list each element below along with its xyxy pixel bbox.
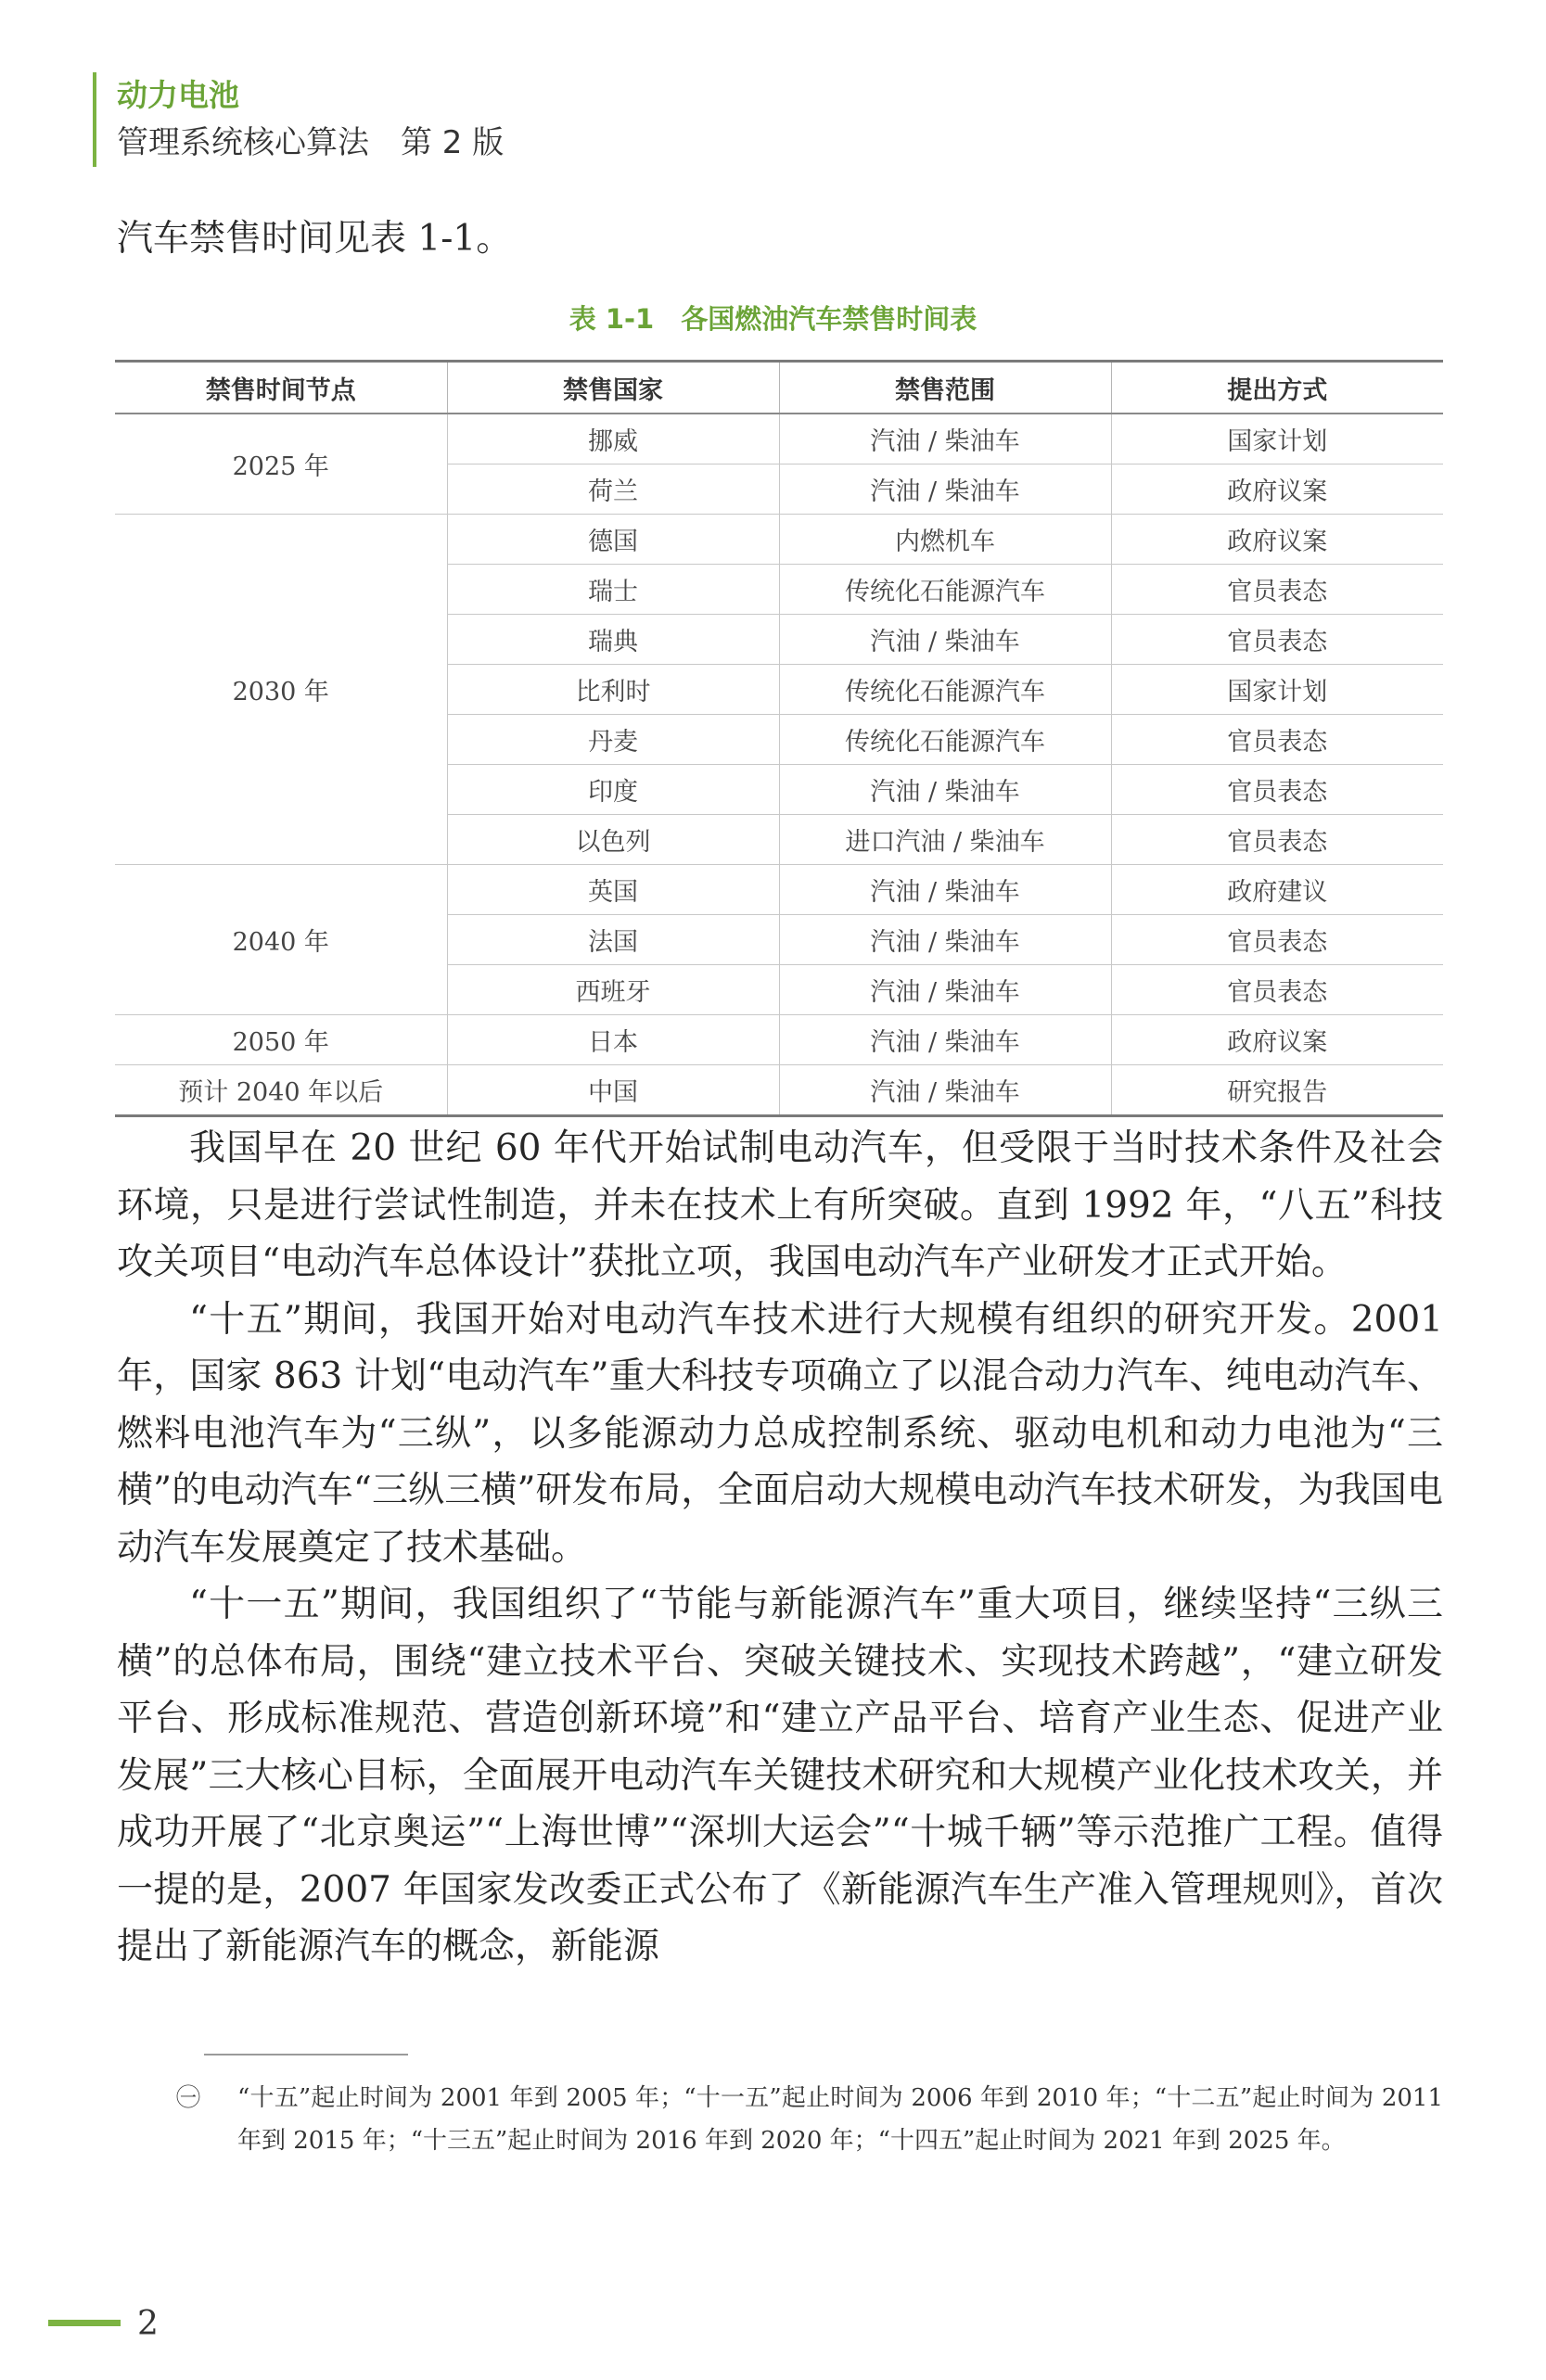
footnote <box>176 2077 1443 2162</box>
body-text <box>117 1120 1443 1976</box>
cell-method: 政府议案 <box>1111 465 1443 515</box>
cell-scope: 传统化石能源汽车 <box>779 715 1111 765</box>
footnote-rule <box>204 2054 408 2055</box>
cell-country: 瑞典 <box>447 615 779 665</box>
page-number-bar <box>48 2320 121 2326</box>
cell-method: 官员表态 <box>1111 965 1443 1015</box>
cell-country: 印度 <box>447 765 779 815</box>
cell-scope: 汽油 / 柴油车 <box>779 965 1111 1015</box>
cell-method: 官员表态 <box>1111 815 1443 865</box>
cell-country: 以色列 <box>447 815 779 865</box>
cell-method: 政府议案 <box>1111 1015 1443 1065</box>
cell-country: 德国 <box>447 515 779 565</box>
column-header: 禁售范围 <box>779 362 1111 414</box>
book-subtitle: 管理系统核心算法 第 2 版 <box>117 124 505 161</box>
cell-method: 国家计划 <box>1111 665 1443 715</box>
cell-country: 荷兰 <box>447 465 779 515</box>
cell-method: 官员表态 <box>1111 765 1443 815</box>
cell-country: 中国 <box>447 1065 779 1116</box>
cell-scope: 汽油 / 柴油车 <box>779 1065 1111 1116</box>
cell-time-node: 2040 年 <box>115 865 447 1015</box>
cell-method: 国家计划 <box>1111 414 1443 465</box>
cell-scope: 汽油 / 柴油车 <box>779 865 1111 915</box>
cell-country: 瑞士 <box>447 565 779 615</box>
cell-time-node: 预计 2040 年以后 <box>115 1065 447 1116</box>
cell-scope: 汽油 / 柴油车 <box>779 414 1111 465</box>
cell-scope: 内燃机车 <box>779 515 1111 565</box>
cell-country: 丹麦 <box>447 715 779 765</box>
page-number: 2 <box>137 2305 159 2343</box>
cell-method: 官员表态 <box>1111 715 1443 765</box>
column-header: 提出方式 <box>1111 362 1443 414</box>
table-row <box>115 1015 1443 1065</box>
paragraph: “十五”期间，我国开始对电动汽车技术进行大规模有组织的研究开发。2001 年，国家 863 计划“电动汽车”重大科技专项确立了以混合动力汽车、纯电动汽车、燃料电池汽车为“三纵”，以多能源动力总成控制系统、驱动电机和动力电池为“三横”的电动汽车“三纵三横”研发布局，全面启动大规模电动汽车技术研发，为我国电动汽车发展奠定了技术基础。 <box>117 1298 1443 1569</box>
cell-country: 比利时 <box>447 665 779 715</box>
table-header-row <box>115 362 1443 414</box>
running-header <box>93 72 504 167</box>
table-row <box>115 515 1443 565</box>
cell-method: 政府建议 <box>1111 865 1443 915</box>
cell-country: 英国 <box>447 865 779 915</box>
cell-country: 法国 <box>447 915 779 965</box>
paragraph: “十一五”期间，我国组织了“节能与新能源汽车”重大项目，继续坚持“三纵三横”的总体布局，围绕“建立技术平台、突破关键技术、实现技术跨越”，“建立研发平台、形成标准规范、营造创新环境”和“建立产品平台、培育产业生态、促进产业发展”三大核心目标，全面展开电动汽车关键技术研究和大规模产业化技术攻关，并成功开展了“北京奥运”“上海世博”“深圳大运会”“十城千辆”等示范推广工程。值得一提的是，2007 年国家发改委正式公布了《新能源汽车生产准入管理规则》，首次提出了新能源汽车的概念，新能源 <box>117 1584 1443 1967</box>
footnote-text: “十五”起止时间为 2001 年到 2005 年；“十一五”起止时间为 2006 年到 2010 年；“十二五”起止时间为 2011 年到 2015 年；“十三五”起止时间为 2016 年到 2020 年；“十四五”起止时间为 2021 年到 2025 年。 <box>237 2084 1443 2155</box>
cell-scope: 汽油 / 柴油车 <box>779 1015 1111 1065</box>
cell-scope: 汽油 / 柴油车 <box>779 615 1111 665</box>
cell-scope: 汽油 / 柴油车 <box>779 915 1111 965</box>
cell-country: 日本 <box>447 1015 779 1065</box>
table-row <box>115 414 1443 465</box>
table-row <box>115 865 1443 915</box>
footnote-mark: ㊀ <box>176 2084 201 2112</box>
table-row <box>115 1065 1443 1116</box>
ban-table <box>115 360 1443 1117</box>
table-caption: 表 1-1 各国燃油汽车禁售时间表 <box>569 303 977 335</box>
cell-scope: 汽油 / 柴油车 <box>779 765 1111 815</box>
cell-country: 西班牙 <box>447 965 779 1015</box>
cell-method: 政府议案 <box>1111 515 1443 565</box>
cell-time-node: 2025 年 <box>115 414 447 515</box>
intro-line: 汽车禁售时间见表 1-1。 <box>117 218 513 260</box>
column-header: 禁售国家 <box>447 362 779 414</box>
column-header: 禁售时间节点 <box>115 362 447 414</box>
cell-country: 挪威 <box>447 414 779 465</box>
paragraph: 我国早在 20 世纪 60 年代开始试制电动汽车，但受限于当时技术条件及社会环境，只是进行尝试性制造，并未在技术上有所突破。直到 1992 年，“八五”科技攻关项目“电动汽车总体设计”获批立项，我国电动汽车产业研发才正式开始。 <box>117 1127 1443 1283</box>
cell-method: 研究报告 <box>1111 1065 1443 1116</box>
cell-scope: 传统化石能源汽车 <box>779 565 1111 615</box>
book-title: 动力电池 <box>117 77 239 113</box>
cell-method: 官员表态 <box>1111 565 1443 615</box>
cell-time-node: 2030 年 <box>115 515 447 865</box>
table-body <box>115 414 1443 1116</box>
cell-scope: 传统化石能源汽车 <box>779 665 1111 715</box>
cell-time-node: 2050 年 <box>115 1015 447 1065</box>
cell-scope: 汽油 / 柴油车 <box>779 465 1111 515</box>
cell-method: 官员表态 <box>1111 615 1443 665</box>
cell-scope: 进口汽油 / 柴油车 <box>779 815 1111 865</box>
cell-method: 官员表态 <box>1111 915 1443 965</box>
